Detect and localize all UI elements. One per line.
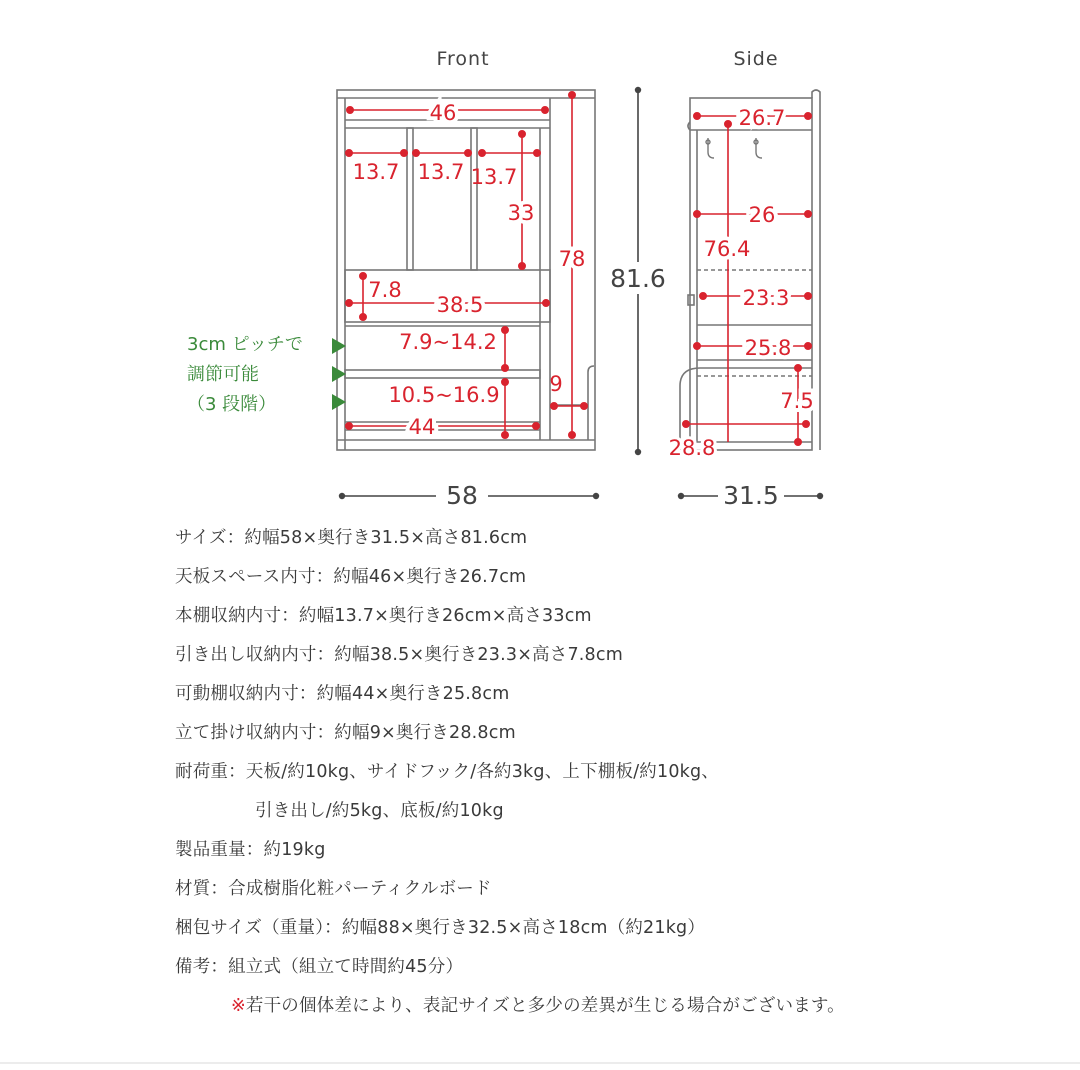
spec-drawer: 引き出し収納内寸：約幅38.5×奥行き23.3×高さ7.8cm <box>175 645 623 665</box>
total-height-dimension <box>610 87 668 455</box>
spec-size: サイズ：約幅58×奥行き31.5×高さ81.6cm <box>175 528 528 548</box>
dim-slot-height: 7.5 <box>780 389 814 413</box>
pitch-note <box>187 334 346 415</box>
pitch-note-line1: 3cm ピッチで <box>187 334 303 355</box>
spec-package: 梱包サイズ（重量）：約幅88×奥行き32.5×高さ18cm（約21kg） <box>175 918 706 938</box>
spec-bookshelf: 本棚収納内寸：約幅13.7×奥行き26cm×高さ33cm <box>175 606 592 626</box>
dim-drawer-width: 38.5 <box>436 293 484 317</box>
dim-inner-height-side: 76.4 <box>703 237 751 261</box>
dim-total-depth: 31.5 <box>723 481 779 510</box>
bottom-divider <box>0 1062 1080 1064</box>
dim-top-depth: 26.7 <box>738 106 786 130</box>
dim-col1-width: 13.7 <box>352 160 400 184</box>
total-depth-dimension <box>678 481 823 510</box>
spec-load-capacity: 耐荷重：天板/約10kg、サイドフック/各約3kg、上下棚板/約10kg、 <box>175 762 720 782</box>
note-text: 若干の個体差により、表記サイズと多少の差異が生じる場合がございます。 <box>245 996 845 1016</box>
dim-adj-height-b: 10.5~16.9 <box>388 383 500 407</box>
spec-weight: 製品重量：約19kg <box>175 840 326 860</box>
dim-shelf-height: 33 <box>507 201 535 225</box>
pitch-note-line2: 調節可能 <box>187 364 259 385</box>
side-hook-icon <box>706 138 762 158</box>
dim-slot-depth: 28.8 <box>668 436 716 460</box>
front-view-title: Front <box>436 48 490 70</box>
dim-total-width: 58 <box>446 481 478 510</box>
dim-adj-height-a: 7.9~14.2 <box>399 330 497 354</box>
dim-col3-width: 13.7 <box>470 165 518 189</box>
dim-side-slot: 9 <box>549 372 563 396</box>
dim-total-height: 81.6 <box>610 264 666 293</box>
note-mark: ※ <box>231 996 246 1016</box>
dim-adj-depth: 25.8 <box>744 336 792 360</box>
furniture-dimension-diagram <box>0 0 1080 520</box>
spec-top-space: 天板スペース内寸：約幅46×奥行き26.7cm <box>175 567 527 587</box>
pitch-arrow-icon <box>332 394 346 410</box>
pitch-arrow-icon <box>332 338 346 354</box>
dim-top-width: 46 <box>429 101 457 125</box>
pitch-note-line3: （3 段階） <box>187 394 277 415</box>
spec-load-capacity-cont: 引き出し/約5kg、底板/約10kg <box>255 801 504 821</box>
total-width-dimension <box>339 481 599 510</box>
dim-col2-width: 13.7 <box>417 160 465 184</box>
spec-remarks: 備考：組立式（組立て時間約45分） <box>175 957 464 977</box>
dim-shelf-depth: 26 <box>748 203 776 227</box>
spec-lean-storage: 立て掛け収納内寸：約幅9×奥行き28.8cm <box>175 723 516 743</box>
spec-list <box>175 528 1055 1035</box>
side-view-title: Side <box>733 48 779 70</box>
dim-drawer-depth: 23.3 <box>742 286 790 310</box>
spec-adjustable-shelf: 可動棚収納内寸：約幅44×奥行き25.8cm <box>175 684 510 704</box>
spec-disclaimer <box>175 996 1055 1035</box>
dim-adj-width: 44 <box>408 415 436 439</box>
dim-inner-height: 78 <box>558 247 586 271</box>
dim-drawer-height: 7.8 <box>368 278 402 302</box>
spec-material: 材質：合成樹脂化粧パーティクルボード <box>175 879 492 899</box>
pitch-arrow-icon <box>332 366 346 382</box>
